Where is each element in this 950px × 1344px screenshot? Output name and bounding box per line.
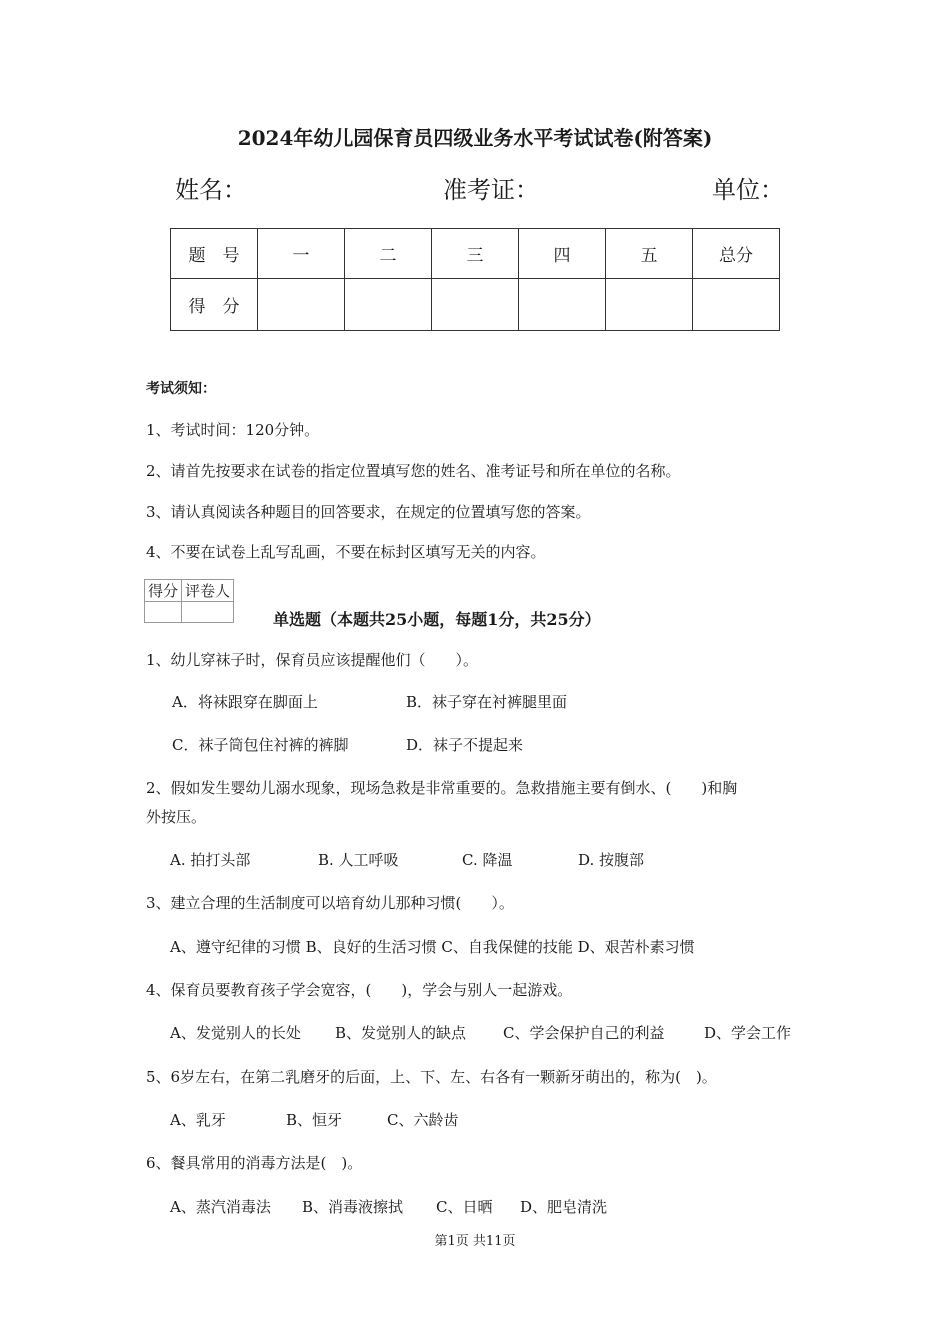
question-2-line-2: 外按压。 <box>146 808 207 826</box>
q5-option-b[interactable]: B、恒牙 <box>286 1111 343 1129</box>
grader-reviewer-label: 评卷人 <box>182 580 234 602</box>
score-table-col-2: 二 <box>345 229 432 279</box>
q2-option-a[interactable]: A. 拍打头部 <box>170 851 251 869</box>
score-table <box>170 228 780 331</box>
q5-option-c[interactable]: C、六龄齿 <box>387 1111 459 1129</box>
q6-option-d[interactable]: D、肥皂清洗 <box>520 1198 608 1216</box>
notice-item-1: 1、考试时间：120分钟。 <box>146 421 320 439</box>
name-field-label: 姓名： <box>175 176 247 204</box>
question-3: 3、建立合理的生活制度可以培育幼儿那种习惯( ）。 <box>146 894 514 912</box>
score-table-col-4: 四 <box>519 229 606 279</box>
score-cell-4[interactable] <box>519 279 606 331</box>
score-cell-1[interactable] <box>258 279 345 331</box>
q4-option-c[interactable]: C、学会保护自己的利益 <box>503 1024 665 1042</box>
q4-option-a[interactable]: A、发觉别人的长处 <box>170 1024 301 1042</box>
q6-option-c[interactable]: C、日晒 <box>436 1198 493 1216</box>
q2-option-c[interactable]: C. 降温 <box>462 851 513 869</box>
score-cell-2[interactable] <box>345 279 432 331</box>
question-4: 4、保育员要教育孩子学会宽容，( )，学会与别人一起游戏。 <box>146 981 573 999</box>
page-footer: 第1页 共11页 <box>434 1234 516 1249</box>
grader-score-label: 得分 <box>145 580 182 602</box>
grader-reviewer-cell[interactable] <box>182 602 234 623</box>
grader-box <box>144 579 234 623</box>
notice-item-2: 2、请首先按要求在试卷的指定位置填写您的姓名、准考证号和所在单位的名称。 <box>146 462 681 480</box>
score-table-score-label: 得 分 <box>171 279 258 331</box>
q1-option-b[interactable]: B．袜子穿在衬裤腿里面 <box>406 693 568 711</box>
score-table-col-3: 三 <box>432 229 519 279</box>
grader-score-cell[interactable] <box>145 602 182 623</box>
q1-option-c[interactable]: C．袜子筒包住衬裤的裤脚 <box>172 736 349 754</box>
q5-option-a[interactable]: A、乳牙 <box>170 1111 226 1129</box>
q2-option-b[interactable]: B. 人工呼吸 <box>318 851 399 869</box>
score-cell-5[interactable] <box>606 279 693 331</box>
q2-option-d[interactable]: D. 按腹部 <box>578 851 645 869</box>
score-table-col-total: 总分 <box>693 229 780 279</box>
q4-option-d[interactable]: D、学会工作 <box>704 1024 792 1042</box>
page-title: 2024年幼儿园保育员四级业务水平考试试卷(附答案) <box>237 126 713 150</box>
score-cell-3[interactable] <box>432 279 519 331</box>
question-1: 1、幼儿穿袜子时，保育员应该提醒他们（ ）。 <box>146 651 479 669</box>
q4-option-b[interactable]: B、发觉别人的缺点 <box>335 1024 467 1042</box>
q6-option-b[interactable]: B、消毒液擦拭 <box>302 1198 404 1216</box>
score-cell-total[interactable] <box>693 279 780 331</box>
score-table-header-label: 题 号 <box>171 229 258 279</box>
score-table-col-5: 五 <box>606 229 693 279</box>
notice-item-3: 3、请认真阅读各种题目的回答要求，在规定的位置填写您的答案。 <box>146 503 591 521</box>
q1-option-a[interactable]: A．将袜跟穿在脚面上 <box>172 693 318 711</box>
q6-option-a[interactable]: A、蒸汽消毒法 <box>170 1198 271 1216</box>
score-table-col-1: 一 <box>258 229 345 279</box>
exam-id-field-label: 准考证： <box>443 176 539 204</box>
question-6: 6、餐具常用的消毒方法是( )。 <box>146 1154 363 1172</box>
unit-field-label: 单位： <box>712 176 784 204</box>
section-title: 单选题（本题共25小题，每题1分，共25分） <box>273 610 601 629</box>
notice-heading: 考试须知： <box>146 381 216 397</box>
notice-item-4: 4、不要在试卷上乱写乱画，不要在标封区填写无关的内容。 <box>146 543 546 561</box>
q3-options[interactable]: A、遵守纪律的习惯 B、良好的生活习惯 C、自我保健的技能 D、艰苦朴素习惯 <box>170 938 695 956</box>
question-2-line-1: 2、假如发生婴幼儿溺水现象，现场急救是非常重要的。急救措施主要有倒水、( )和胸 <box>146 779 738 797</box>
q1-option-d[interactable]: D．袜子不提起来 <box>406 736 524 754</box>
question-5: 5、6岁左右，在第二乳磨牙的后面，上、下、左、右各有一颗新牙萌出的，称为( )。 <box>146 1068 717 1086</box>
